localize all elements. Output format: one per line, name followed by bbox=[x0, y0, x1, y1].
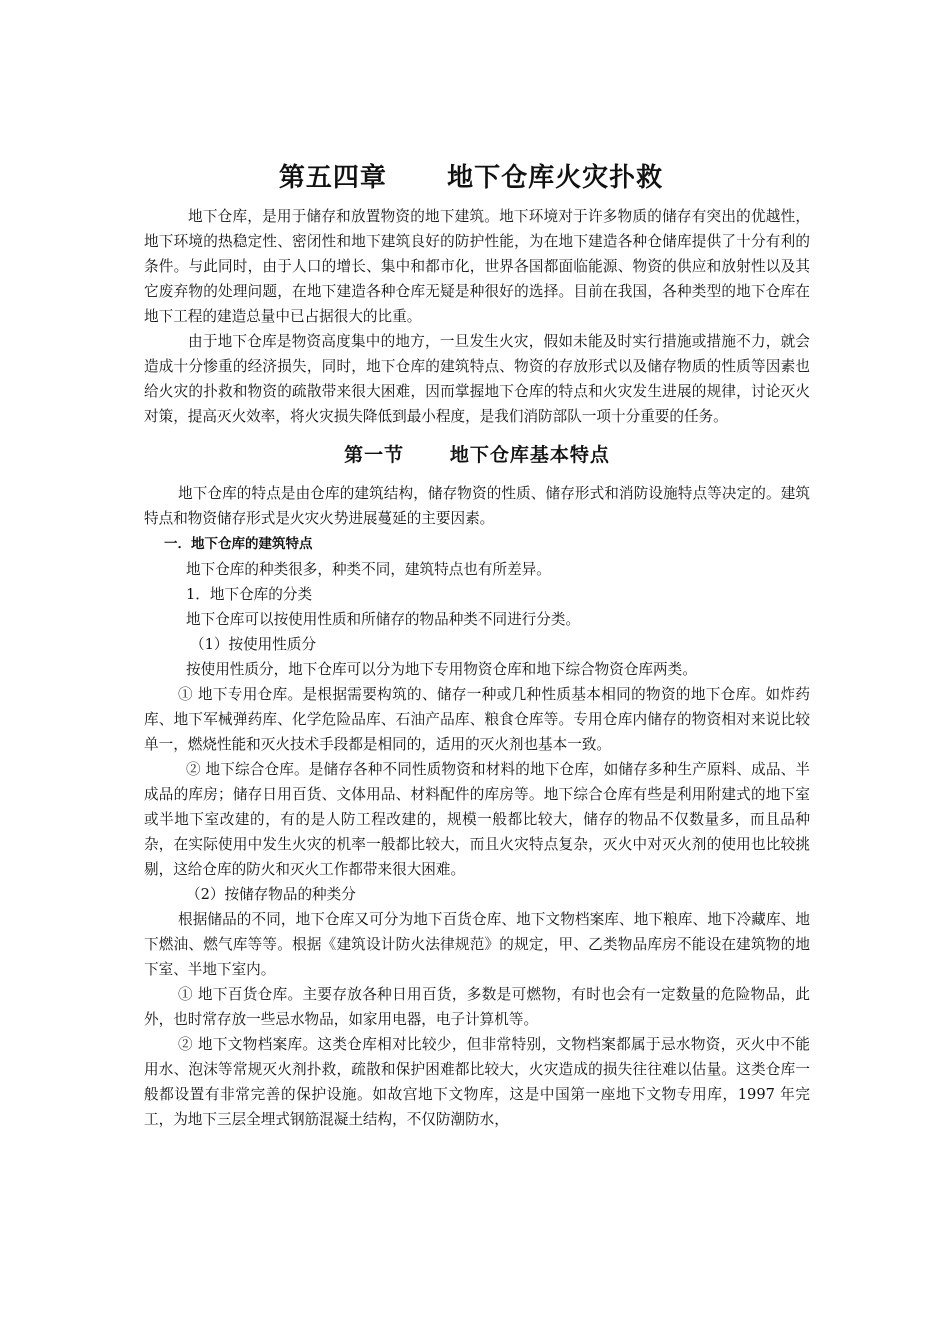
item-comprehensive-warehouse: ② 地下综合仓库。是储存各种不同性质物资和材料的地下仓库，如储存多种生产原料、成品、半成品的库房；储存日用百货、文体用品、材料配件的库房等。地下综合仓库有些是利用附建式的地下室或半地下室改建的，有的是人防工程改建的，规模一般都比较大，储存的物品不仅数量多，而且品种杂，在实际使用中发生火灾的机率一般都比较大，而且火灾特点复杂，灭火中对灭火剂的使用也比较挑剔，这给仓库的防火和灭火工作都带来很大困难。 bbox=[144, 761, 810, 878]
section-intro-paragraph: 地下仓库的特点是由仓库的建筑结构，储存物资的性质、储存形式和消防设施特点等决定的。建筑特点和物资储存形式是火灾火势进展蔓延的主要因素。 bbox=[144, 485, 810, 527]
subheading-classification: 1．地下仓库的分类 bbox=[186, 586, 313, 603]
by-goods-type-paragraph: 根据储品的不同，地下仓库又可分为地下百货仓库、地下文物档案库、地下粮库、地下冷藏库、地下燃油、燃气库等等。根据《建筑设计防火法律规范》的规定，甲、乙类物品库房不能设在建筑物的地下室、半地下室内。 bbox=[144, 911, 810, 978]
building-features-paragraph: 地下仓库的种类很多，种类不同，建筑特点也有所差异。 bbox=[186, 561, 551, 578]
chapter-title: 第五四章 地下仓库火灾扑救 bbox=[278, 163, 664, 193]
by-use-paragraph: 按使用性质分，地下仓库可以分为地下专用物资仓库和地下综合物资仓库两类。 bbox=[186, 661, 697, 678]
heading-building-features bbox=[144, 531, 810, 557]
item-archive-warehouse: ② 地下文物档案库。这类仓库相对比较少，但非常特别，文物档案都属于忌水物资，灭火中不能用水、泡沫等常规灭火剂扑救，疏散和保护困难都比较大，火灾造成的损失往往难以估量。这类仓库一般都设置有非常完善的保护设施。如故宫地下文物库，这是中国第一座地下文物专用库，1997 年完工，为地下三层全埋式钢筋混凝土结构，不仅防潮防水， bbox=[144, 1036, 810, 1128]
section-title: 第一节 地下仓库基本特点 bbox=[344, 444, 610, 466]
intro-paragraph-2: 由于地下仓库是物资高度集中的地方，一旦发生火灾，假如未能及时实行措施或措施不力，就会造成十分惨重的经济损失，同时，地下仓库的建筑特点、物资的存放形式以及储存物质的性质等因素也给火灾的扑救和物资的疏散带来很大困难，因而掌握地下仓库的特点和火灾发生进展的规律，讨论灭火对策，提高灭火效率，将火灾损失降低到最小程度，是我们消防部队一项十分重要的任务。 bbox=[144, 333, 810, 425]
item-department-store-warehouse: ① 地下百货仓库。主要存放各种日用百货，多数是可燃物，有时也会有一定数量的危险物品，此外，也时常存放一些忌水物品，如家用电器，电子计算机等。 bbox=[144, 986, 810, 1028]
subheading-by-use: （1）按使用性质分 bbox=[190, 636, 317, 653]
item-special-warehouse: ① 地下专用仓库。是根据需要构筑的、储存一种或几种性质基本相同的物资的地下仓库。如炸药库、地下军械弹药库、化学危险品库、石油产品库、粮食仓库等。专用仓库内储存的物资相对来说比较单一，燃烧性能和灭火技术手段都是相同的，适用的灭火剂也基本一致。 bbox=[144, 686, 810, 753]
classification-paragraph: 地下仓库可以按使用性质和所储存的物品种类不同进行分类。 bbox=[186, 611, 581, 628]
intro-paragraph-1: 地下仓库，是用于储存和放置物资的地下建筑。地下环境对于许多物质的储存有突出的优越性，地下环境的热稳定性、密闭性和地下建筑良好的防护性能，为在地下建造各种仓储库提供了十分有利的条件。与此同时，由于人口的增长、集中和都市化，世界各国都面临能源、物资的供应和放射性以及其它废弃物的处理问题，在地下建造各种仓库无疑是种很好的选择。目前在我国，各种类型的地下仓库在地下工程的建造总量中已占据很大的比重。 bbox=[144, 208, 810, 325]
subheading-by-goods-type: （2）按储存物品的种类分 bbox=[186, 886, 356, 903]
document-body bbox=[144, 152, 810, 1132]
heading-building-features-text: 一．地下仓库的建筑特点 bbox=[164, 536, 313, 552]
